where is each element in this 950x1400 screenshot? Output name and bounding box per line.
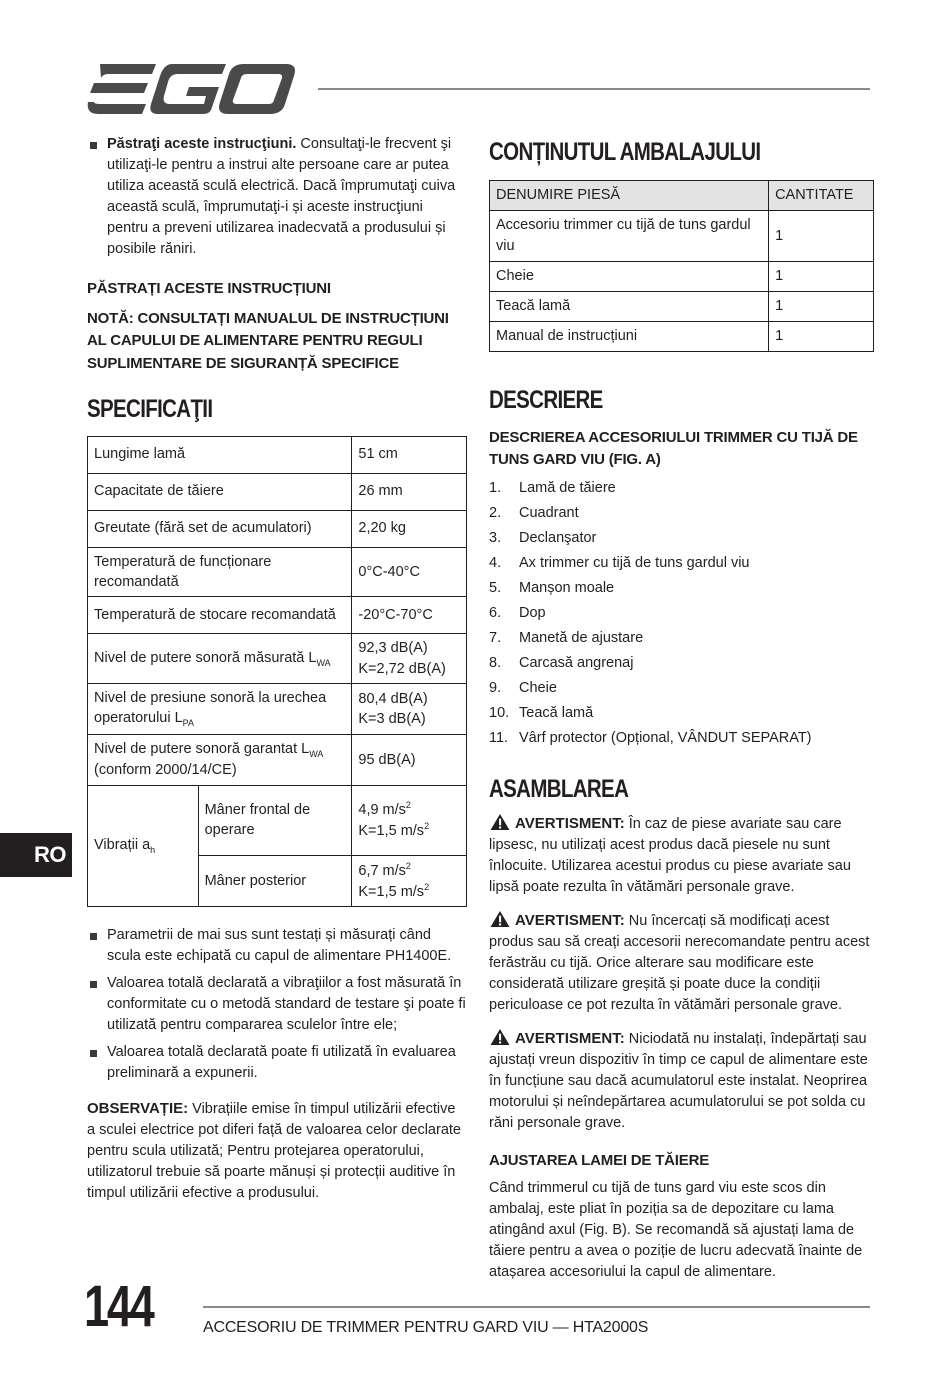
guaranteed-label: Nivel de putere sonoră garantat L [94, 740, 310, 757]
language-tab: RO [0, 833, 72, 877]
list-item [489, 503, 874, 524]
unit-sup: 2 [405, 800, 411, 811]
intro-bold: Păstraţi aceste instrucţiuni. [107, 136, 297, 152]
list-item: Valoarea totală declarată poate fi utilizată în evaluarea preliminară a expunerii. [87, 1042, 467, 1084]
sound-power-label: Nivel de putere sonoră măsurată L [94, 649, 317, 666]
sound-power-k: K=2,72 dB(A) [358, 660, 446, 677]
list-item [489, 603, 874, 624]
item-text: Vârf protector (Opțional, VÂNDUT SEPARAT) [519, 729, 812, 746]
package-table [489, 180, 874, 352]
right-column [489, 134, 874, 1283]
item-number: 1. [489, 479, 502, 496]
vibration-label-text: Vibrații a [94, 837, 151, 854]
spec-label: Temperatură de funcționare recomandată [88, 547, 352, 597]
item-number: 6. [489, 604, 502, 621]
note-heading: NOTĂ: CONSULTAȚI MANUALUL DE INSTRUCȚIUNI AL CAPULUI DE ALIMENTARE PENTRU REGULI SUPLIMENTARE DE SIGURANȚĂ SPECIFICE [87, 309, 449, 372]
item-text: Carcasă angrenaj [519, 654, 634, 671]
item-text: Manșon moale [519, 579, 615, 596]
warning-label: AVERTISMENT: [515, 1030, 625, 1048]
table-row [88, 436, 467, 473]
table-row [88, 597, 467, 634]
vibration-rear-k: K=1,5 m/s [358, 883, 425, 900]
spec-value: 95 dB(A) [352, 734, 467, 785]
item-text: Manetă de ajustare [519, 629, 644, 646]
item-text: Dop [519, 604, 546, 621]
spec-label [88, 684, 352, 735]
warning-text: Nu încercați să modificați acest produs sau să creați accesorii nerecomandate pentru acest ferăstrău cu tijă. Orice alterare sau modificare este considerată utilizare greșită și poate duce la condiții periculoase ce pot rezulta în vătămări personale grave. [489, 913, 870, 1014]
warning-block [489, 1028, 874, 1134]
assembly-title: ASAMBLAREA [489, 774, 629, 803]
table-row [490, 292, 874, 322]
description-title: DESCRIERE [489, 386, 603, 415]
list-item [489, 653, 874, 674]
table-row [88, 734, 467, 785]
vibration-front-value: 4,9 m/s [358, 801, 406, 818]
spec-value: 2,20 kg [352, 510, 467, 547]
sound-pressure-value: 80,4 dB(A) [358, 690, 428, 707]
parts-list [489, 478, 874, 749]
vibration-rear-value: 6,7 m/s [358, 862, 406, 879]
header-part: DENUMIRE PIESĂ [490, 181, 769, 211]
observation-text: Vibrațiile emise în timpul utilizării efective a sculei electrice pot diferi față de valoarea celor declarate pentru scula utilizată; Pentru protejarea operatorului, utilizatorul trebuie să poarte mănuși și protecții auditive în timpul utilizării efective a produsului. [87, 1101, 461, 1202]
spec-value [352, 684, 467, 735]
table-row [490, 262, 874, 292]
item-text: Ax trimmer cu tijă de tuns gardul viu [519, 554, 750, 571]
list-item [489, 528, 874, 549]
page-number: 144 [84, 1274, 153, 1339]
intro-text: Consultaţi-le frecvent şi utilizaţi-le pentru a instrui alte persoane care ar putea utiliza această sculă electrică. Dacă împrumutaţi cuiva această sculă, împrumutaţi-i și aceste instrucţiuni pentru a preveni utilizarea inadecvată a produsului și posibile răniri. [107, 136, 456, 258]
list-item [489, 703, 874, 724]
warning-text: Niciodată nu instalați, îndepărtați sau ajustați vreun dispozitiv în timp ce capul de alimentare este în funcțiune sau dacă acumulatorul este instalat. Neoprirea motorului și neîndepărtarea acumulatorului se pot solda cu răni personale grave. [489, 1031, 868, 1132]
item-number: 4. [489, 554, 502, 571]
item-number: 5. [489, 579, 502, 596]
guaranteed-sub: WA [309, 748, 324, 759]
list-item [489, 628, 874, 649]
spec-value [352, 634, 467, 684]
spec-value: 51 cm [352, 436, 467, 473]
sound-pressure-k: K=3 dB(A) [358, 711, 426, 728]
item-number: 2. [489, 504, 502, 521]
part-qty: 1 [769, 292, 874, 322]
item-number: 10. [489, 704, 510, 721]
blade-adjust-heading: AJUSTAREA LAMEI DE TĂIERE [489, 1152, 710, 1170]
warning-icon [489, 813, 511, 831]
unit-sup: 2 [424, 881, 430, 892]
warning-icon [489, 1028, 511, 1046]
item-number: 7. [489, 629, 502, 646]
item-text: Cuadrant [519, 504, 579, 521]
footer-text: ACCESORIU DE TRIMMER PENTRU GARD VIU — HTA2000S [203, 1319, 649, 1336]
spec-title: SPECIFICAŢII [87, 395, 213, 424]
intro-bullet [87, 134, 467, 260]
unit-sup: 2 [405, 860, 411, 871]
part-qty: 1 [769, 322, 874, 352]
table-row [88, 785, 467, 855]
spec-value [352, 855, 467, 906]
spec-value: 0°C-40°C [352, 547, 467, 597]
header-rule [318, 88, 870, 90]
warning-text: În caz de piese avariate sau care lipsesc, nu utilizați acest produs dacă piesele nu sunt înlocuite. Utilizarea acestui produs cu piese avariate sau lipsă poate rezulta în vătămări personale grave. [489, 816, 851, 896]
guaranteed-directive: (conform 2000/14/CE) [94, 762, 237, 779]
item-number: 3. [489, 529, 502, 546]
observation [87, 1098, 467, 1204]
item-number: 11. [489, 729, 509, 746]
spec-label: Greutate (fără set de acumulatori) [88, 510, 352, 547]
notes-list [87, 925, 467, 1084]
table-row [88, 547, 467, 597]
part-name: Accesoriu trimmer cu tijă de tuns gardul viu [490, 211, 769, 262]
footer-rule [203, 1306, 870, 1308]
spec-label: Capacitate de tăiere [88, 473, 352, 510]
list-item [489, 478, 874, 499]
list-item [489, 553, 874, 574]
vibration-rear-label: Mâner posterior [198, 855, 352, 906]
item-text: Lamă de tăiere [519, 479, 616, 496]
item-text: Cheie [519, 679, 557, 696]
header-qty: CANTITATE [769, 181, 874, 211]
blade-adjust-text: Când trimmerul cu tijă de tuns gard viu este scos din ambalaj, este pliat în poziția sa de depozitare cu lama atingând axul (Fig. B). Se recomandă să ajustați lama de tăiere pentru a avea o poziție de lucru adecvată înainte de atașarea accesoriului la capul de alimentare. [489, 1179, 863, 1281]
table-row [88, 684, 467, 735]
spec-label: Lungime lamă [88, 436, 352, 473]
spec-table [87, 436, 467, 907]
package-title: CONȚINUTUL AMBALAJULUI [489, 138, 761, 166]
vibration-sub: h [150, 845, 156, 856]
warning-icon [489, 910, 511, 928]
list-item [489, 728, 874, 749]
warning-label: AVERTISMENT: [515, 815, 625, 833]
sound-power-sub: WA [316, 657, 331, 668]
intro-list [87, 134, 467, 260]
item-text: Teacă lamă [519, 704, 594, 721]
table-header-row [490, 181, 874, 211]
spec-label: Temperatură de stocare recomandată [88, 597, 352, 634]
ego-logo [86, 62, 298, 116]
table-row [88, 634, 467, 684]
observation-label: OBSERVAȚIE: [87, 1100, 189, 1118]
left-column [87, 134, 467, 1204]
spec-value [352, 785, 467, 855]
description-subhead: DESCRIEREA ACCESORIULUI TRIMMER CU TIJĂ DE TUNS GARD VIU (FIG. A) [489, 428, 858, 469]
list-item: Valoarea totală declarată a vibraţiilor a fost măsurată în conformitate cu o metodă standard de testare şi poate fi utilizată pentru compararea sculelor între ele; [87, 973, 467, 1036]
sound-power-value: 92,3 dB(A) [358, 640, 428, 657]
sound-pressure-label: Nivel de presiune sonoră la urechea operatorului L [94, 690, 327, 727]
list-item [489, 578, 874, 599]
vibration-front-label: Mâner frontal de operare [198, 785, 352, 855]
logo-text: EGO [86, 62, 89, 63]
table-row [490, 211, 874, 262]
part-qty: 1 [769, 262, 874, 292]
sound-pressure-sub: PA [182, 718, 195, 729]
spec-label [88, 634, 352, 684]
part-qty: 1 [769, 211, 874, 262]
vibration-label [88, 785, 199, 906]
vibration-front-k: K=1,5 m/s [358, 823, 425, 840]
part-name: Teacă lamă [490, 292, 769, 322]
unit-sup: 2 [424, 821, 430, 832]
item-text: Declanşator [519, 529, 597, 546]
item-number: 9. [489, 679, 502, 696]
spec-value: 26 mm [352, 473, 467, 510]
spec-label [88, 734, 352, 785]
item-number: 8. [489, 654, 502, 671]
warning-label: AVERTISMENT: [515, 912, 625, 930]
table-row [490, 322, 874, 352]
spec-value: -20°C-70°C [352, 597, 467, 634]
list-item: Parametrii de mai sus sunt testați și măsurați când scula este echipată cu capul de alimentare PH1400E. [87, 925, 467, 967]
keep-instructions-heading: PĂSTRAȚI ACESTE INSTRUCȚIUNI [87, 280, 331, 298]
warning-block [489, 910, 874, 1016]
list-item [489, 678, 874, 699]
table-row [88, 510, 467, 547]
part-name: Manual de instrucțiuni [490, 322, 769, 352]
part-name: Cheie [490, 262, 769, 292]
table-row [88, 473, 467, 510]
warning-block [489, 813, 874, 898]
